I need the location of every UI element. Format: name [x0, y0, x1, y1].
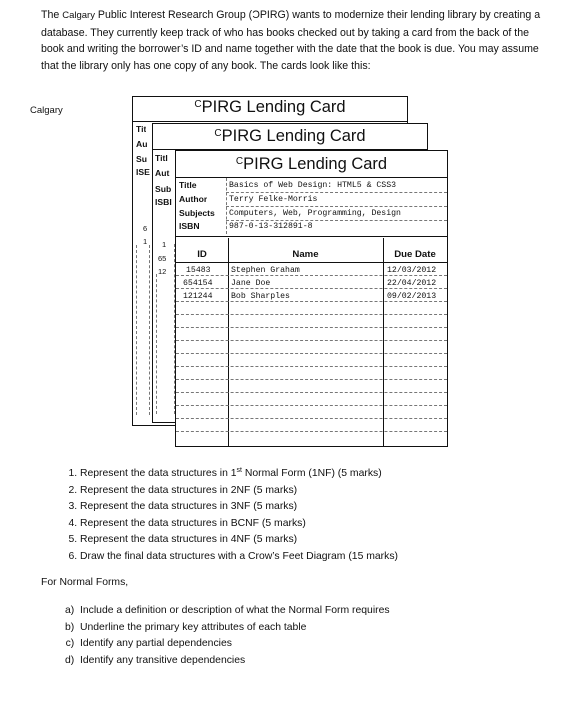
side-label: Calgary — [30, 105, 63, 116]
author-value: Terry Felke-Morris — [229, 195, 318, 204]
isbn-value: 987-0-13-312891-8 — [229, 222, 313, 231]
card-peek: 6 — [143, 224, 148, 233]
task-item: 2. Represent the data structures in 2NF (5 marks) — [80, 483, 575, 500]
task-item: 3. Represent the data structures in 3NF (5 marks) — [80, 499, 575, 516]
column-header-name: Name — [292, 249, 319, 260]
cell-id: 15483 — [186, 266, 211, 275]
task-item: 6. Draw the final data structures with a Crow’s Feet Diagram (15 marks) — [80, 549, 575, 566]
requirement-item: c. Identify any partial dependencies — [80, 636, 575, 653]
isbn-label: ISBN — [179, 221, 200, 231]
lending-card-front — [175, 150, 448, 447]
title-value: Basics of Web Design: HTML5 & CSS3 — [229, 181, 397, 190]
requirement-item: a. Include a definition or description of what the Normal Form requires — [80, 603, 575, 620]
card-peek: 65 — [158, 254, 167, 263]
intro-city: Calgary — [62, 10, 95, 21]
cell-due-date: 22/04/2012 — [387, 279, 437, 288]
requirement-item: b. Underline the primary key attributes of each table — [80, 620, 575, 637]
cell-name: Stephen Graham — [231, 266, 300, 275]
author-label: Author — [179, 194, 208, 204]
title-label: Title — [179, 180, 197, 190]
card-label: Titl — [155, 153, 168, 163]
card-label: Aut — [155, 168, 170, 178]
task-item: 1. Represent the data structures in 1st Normal Form (1NF) (5 marks) — [80, 466, 575, 483]
card-label: Su — [136, 154, 147, 164]
requirement-item: d. Identify any transitive dependencies — [80, 653, 575, 670]
intro-prefix: The — [41, 9, 60, 21]
cell-due-date: 09/02/2013 — [387, 292, 437, 301]
card-peek: 1 — [162, 240, 167, 249]
normal-forms-heading: For Normal Forms, — [41, 577, 129, 588]
card-title: $^C$PIRG Lending Card — [194, 98, 346, 116]
task-item: 5. Represent the data structures in 4NF (5 marks) — [80, 532, 575, 549]
column-header-id: ID — [197, 249, 207, 260]
cell-name: Bob Sharples — [231, 292, 290, 301]
cell-name: Jane Doe — [231, 279, 271, 288]
normal-forms-list — [42, 603, 575, 669]
subjects-value: Computers, Web, Programming, Design — [229, 209, 401, 218]
intro-text: Public Interest Research Group (ƆPIRG) wants to modernize their lending library by creating a database. They currently keep track of who has books checked out by taking a card from the back of the book and writing the borrower’s ID and name together with the date that the book is due. You may assume that the library only has one copy of any book. The cards look like this: — [41, 9, 541, 72]
card-label: Tit — [136, 124, 147, 134]
card-title: $^C$PIRG Lending Card — [235, 155, 388, 173]
card-peek: 1 — [143, 237, 148, 246]
task-list — [42, 466, 575, 566]
column-header-due-date: Due Date — [394, 249, 436, 260]
card-peek: 12 — [158, 267, 167, 276]
cell-id: 654154 — [183, 279, 213, 288]
task-item: 4. Represent the data structures in BCNF (5 marks) — [80, 516, 575, 533]
card-label: ISBI — [155, 197, 172, 207]
card-title: $^C$PIRG Lending Card — [214, 127, 366, 145]
subjects-label: Subjects — [179, 208, 215, 218]
card-label: Au — [136, 139, 148, 149]
intro-paragraph — [41, 7, 541, 74]
card-label: Sub — [155, 184, 172, 194]
cell-due-date: 12/03/2012 — [387, 266, 437, 275]
card-label: ISE — [136, 167, 150, 177]
cell-id: 121244 — [183, 292, 213, 301]
